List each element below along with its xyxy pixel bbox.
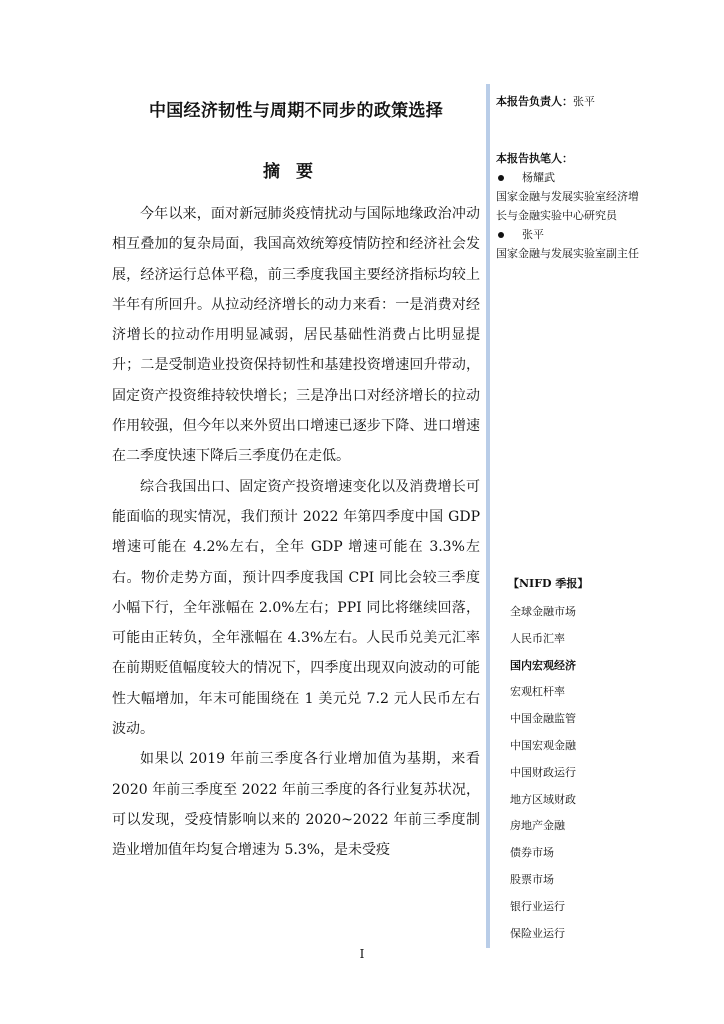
nav-title: 【NIFD 季报】 — [508, 577, 589, 590]
bullet-icon — [498, 232, 504, 238]
author-affiliation: 国家金融与发展实验室副主任 — [496, 247, 639, 260]
bullet-icon — [498, 175, 504, 181]
abstract-heading: 摘要 — [263, 162, 329, 182]
abstract-paragraph-2: 综合我国出口、固定资产投资增速变化以及消费增长可能面临的现实情况，我们预计 2022 年第四季度中国 GDP 增速可能在 4.2%左右，全年 GDP 增速可能在 3.3%左右。物价走势方面，预计四季度我国 CPI 同比会较三季度小幅下行，全年涨幅在 2.0%左右；PPI 同比将继续回落，可能由正转负，全年涨幅在 4.3%左右。人民币兑美元汇率在前期贬值幅度较大的情况下，四季度出现双向波动的可能性大幅增加，年末可能围绕在 1 美元兑 7.2 元人民币左右波动。 — [112, 478, 480, 738]
nav-item-fiscal-operation[interactable]: 中国财政运行 — [510, 765, 576, 779]
abstract-paragraph-3: 如果以 2019 年前三季度各行业增加值为基期，来看 2020 年前三季度至 2022 年前三季度的各行业复苏状况，可以发现，受疫情影响以来的 2020~2022 年前三季度制造业增加值年均复合增速为 5.3%，是未受疫 — [112, 751, 480, 859]
author-affiliation: 国家金融与发展实验室经济增长与金融实验中心研究员 — [496, 190, 639, 222]
nifd-report-nav — [508, 575, 628, 947]
nav-item-macro-finance[interactable]: 中国宏观金融 — [510, 738, 576, 752]
nav-item-global-financial-markets[interactable]: 全球金融市场 — [510, 605, 576, 618]
nav-item-domestic-macroeconomy[interactable]: 国内宏观经济 — [510, 658, 576, 672]
nav-item-regional-finance[interactable]: 地方区域财政 — [510, 792, 576, 806]
authors-section — [496, 149, 646, 263]
report-info-sidebar — [496, 92, 646, 263]
responsible-label: 本报告负责人： — [496, 95, 573, 108]
document-title: 中国经济韧性与周期不同步的政策选择 — [148, 101, 444, 121]
nav-item-rmb-exchange-rate[interactable]: 人民币汇率 — [510, 631, 565, 645]
sidebar-divider — [486, 84, 490, 948]
author-name: 张平 — [522, 228, 544, 241]
main-content — [112, 96, 480, 866]
page-number: I — [359, 947, 365, 961]
authors-label: 本报告执笔人： — [496, 152, 573, 165]
responsible-person — [496, 92, 646, 111]
abstract-paragraph-1: 今年以来，面对新冠肺炎疫情扰动与国际地缘政治冲动相互叠加的复杂局面，我国高效统筹疫情防控和经济社会发展，经济运行总体平稳，前三季度我国主要经济指标均较上半年有所回升。从拉动经济增长的动力来看：一是消费对经济增长的拉动作用明显减弱，居民基础性消费占比明显提升；二是受制造业投资保持韧性和基建投资增速回升带动，固定资产投资维持较快增长；三是净出口对经济增长的拉动作用较强，但今年以来外贸出口增速已逐步下降、进口增速在二季度快速下降后三季度仍在走低。 — [112, 206, 480, 465]
nav-item-real-estate-finance[interactable]: 房地产金融 — [510, 819, 565, 833]
nav-item-bond-market[interactable]: 债券市场 — [510, 846, 554, 860]
responsible-name: 张平 — [573, 95, 595, 108]
nav-item-macro-leverage[interactable]: 宏观杠杆率 — [510, 685, 565, 699]
nav-item-financial-regulation[interactable]: 中国金融监管 — [510, 712, 576, 726]
nav-item-insurance[interactable]: 保险业运行 — [510, 926, 565, 940]
nav-item-banking[interactable]: 银行业运行 — [510, 899, 565, 913]
author-item — [496, 168, 646, 187]
nav-item-stock-market[interactable]: 股票市场 — [510, 872, 554, 886]
author-item — [496, 225, 646, 244]
author-name: 杨耀武 — [522, 171, 555, 184]
